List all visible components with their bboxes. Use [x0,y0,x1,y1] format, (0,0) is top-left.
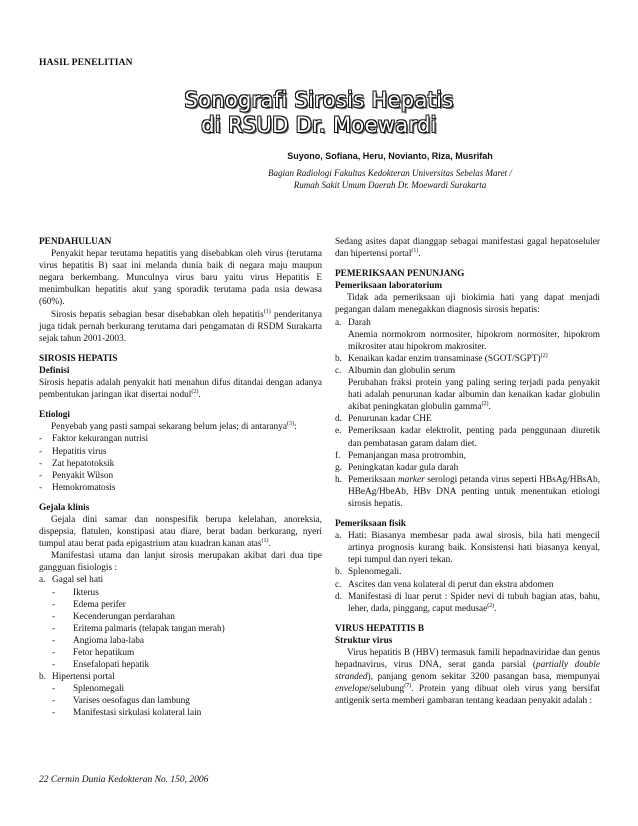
list-item: - Angioma laba-laba [52,635,144,646]
article-title [0,88,638,138]
paragraph: Manifestasi utama dan lanjut sirosis merupakan akibat dari dua tipe gangguan fisiologis : [39,551,322,574]
paragraph: Sedang asites dapat dianggap sebagai manifestasi gagal hepatoseluler dan hipertensi portal$^{(1)}$. [335,237,600,260]
heading-virus: VIRUS HEPATITIS B [335,623,425,634]
list-item: h. Pemeriksaan marker serologi petanda virus seperti HBsAg/HBsAb, HBeAg/HbeAb, HBv DNA penting untuk menentukan etiologi sirosis hepatis. [335,474,600,509]
paragraph: Penyakit hepar terutama hepatitis yang disebabkan oleh virus (terutama virus hepatitis B) saat ini melanda dunia baik di negara maju maupun negara berkembang. Munculnya virus baru yaitu virus Hepatitis E menimbulkan hepatitis akut yang sporadik terutama pada usia dewasa (60%). [39,249,322,308]
list-item: d. Manifestasi di luar perut : Spider nevi di tubuh bagian atas, bahu, leher, dada, pinggang, caput medusae$^{(2)}$. [335,591,600,614]
list-item-detail: Perubahan fraksi protein yang paling sering terjadi pada penyakit hati adalah penurunan kadar albumin dan kenaikan kadar globulin akibat peningkatan globulin gamma$^{(2)}$. [348,378,600,413]
authors: Suyono, Sofiana, Heru, Novianto, Riza, Musrifah [287,151,493,161]
list-item: - Faktor kekurangan nutrisi [39,434,149,445]
affiliation-line-2: Rumah Sakit Umum Daerah Dr. Moewardi Surakarta [293,180,487,190]
list-item: - Zat hepatotoksik [39,458,115,469]
citation: (3) [286,421,294,428]
heading-sirosis: SIROSIS HEPATIS [39,353,118,364]
affiliation-line-1: Bagian Radiologi Fakultas Kedokteran Universitas Sebelas Maret / [268,168,512,178]
subheading-definisi: Definisi [39,365,70,376]
heading-penunjang: PEMERIKSAAN PENUNJANG [335,269,465,280]
list-item: b. Hipertensi portal [39,672,115,683]
citation: (1) [261,538,269,545]
list-item: - Hemokromatosis [39,482,116,493]
list-item: b. Splenomegali. [335,567,402,578]
citation: (2) [487,602,495,609]
heading-pendahuluan: PENDAHULUAN [39,237,112,247]
paragraph: Virus hepatitis B (HBV) termasuk famili hepadnaviridae dan genus hepadnavirus, virus DNA, serat ganda parsial (partially double stranded), panjang genom sekitar 3200 pasangan basa, mempunyai envelope/selubung$^{(7)}$. Protein yang dibuat oleh virus yang bersifat antigenik serta memberi gambaran tentang keadaan penyakit adalah : [335,648,600,707]
list-item: - Fetor hepatikum [52,648,135,658]
list-item: - Splenomegali [52,684,125,695]
list-item: a. Gagal sel hati [39,575,104,586]
list-item: c. Ascites dan vena kolateral di perut dan ekstra abdomen [335,579,554,590]
list-item: - Penyakit Wilson [39,470,114,481]
list-item: - Ensefalopati hepatik [52,660,150,671]
right-column [335,236,600,707]
paragraph: Tidak ada pemeriksaan uji biokimia hati yang dapat menjadi pegangan dalam menegakkan diagnosis sirosis hepatis: [335,293,600,316]
list-item: b. Kenaikan kadar enzim transaminase (SGOT/SGPT)$^{(2)}$ [335,352,548,364]
list-item: a. Hati: Biasanya membesar pada awal sirosis, bila hati mengecil artinya prognosis kurang baik. Konsistensi hati biasanya kenyal, tepi tumpul dan nyeri tekan. [335,531,600,566]
list-item: a. Darah [335,317,371,328]
subheading-gejala: Gejala klinis [39,502,90,513]
list-item: f. Pemanjangan masa protrombin, [335,450,466,461]
list-item: c. Albumin dan globulin serum [335,365,456,376]
paragraph: Penyebab yang pasti sampai sekarang belum jelas; di antaranya$^{(3)}$: [51,421,297,433]
subheading-laboratorium: Pemeriksaan laboratorium [335,281,443,292]
list-item: - Hepatitis virus [39,446,107,457]
list-item: g. Peningkatan kadar gula darah [335,462,459,473]
list-item: - Ikterus [52,587,99,598]
list-item: - Varises oesofagus dan lambung [52,696,190,707]
subheading-struktur: Struktur virus [335,635,393,646]
section-label: HASIL PENELITIAN [39,58,133,68]
paragraph: Sirosis hepatis adalah penyakit hati menahun difus ditandai dengan adanya pembentukan jaringan ikat disertai nodul$^{(2)}$. [39,378,322,401]
citation: (2) [481,401,489,408]
list-item: e. Pemeriksaan kadar elektrolit, penting pada penggunaan diuretik dan pembatasan garam dalam diet. [335,426,600,449]
citation: (7) [404,683,412,690]
list-item: - Manifestasi sirkulasi kolateral lain [52,708,202,719]
citation: (1) [263,308,271,315]
paragraph: Sirosis hepatis sebagian besar disebabkan oleh hepatitis$^{(1)}$ penderitanya juga tidak pernah berkurang terutama dari pengamatan di RSDM Surakarta sejak tahun 2001-2003. [39,308,322,344]
title-line-1: Sonografi Sirosis Hepatis [184,88,454,112]
subheading-etiologi: Etiologi [39,410,70,421]
subheading-fisik: Pemeriksaan fisik [335,519,407,530]
paragraph: Gejala dini samar dan nonspesifik berupa kelelahan, anoreksia, dispepsia, flatulen, konstipasi atau diare, berat badan berkurang, nyeri tumpul atau berat pada epigastrium atau kuadran kanan atas$^{(1)}$. [39,514,322,550]
affiliation [150,167,630,191]
page-footer: 22 Cermin Dunia Kedokteran No. 150, 2006 [39,775,209,785]
list-item-detail: Anemia normokrom normositer, hipokrom normositer, hipokrom mikrositer atau hipokrom makrositer. [348,329,600,352]
left-column [39,236,322,720]
citation: (2) [540,352,548,359]
list-item: d. Penurunan kadar CHE [335,414,432,425]
list-item: - Eritema palmaris (telapak tangan merah) [52,623,225,634]
list-item: - Kecenderungan perdarahan [52,611,175,622]
list-item: - Edema perifer [52,599,126,610]
citation: (1) [411,248,419,254]
title-line-2: di RSUD Dr. Moewardi [201,113,437,137]
citation: (2) [191,389,199,396]
